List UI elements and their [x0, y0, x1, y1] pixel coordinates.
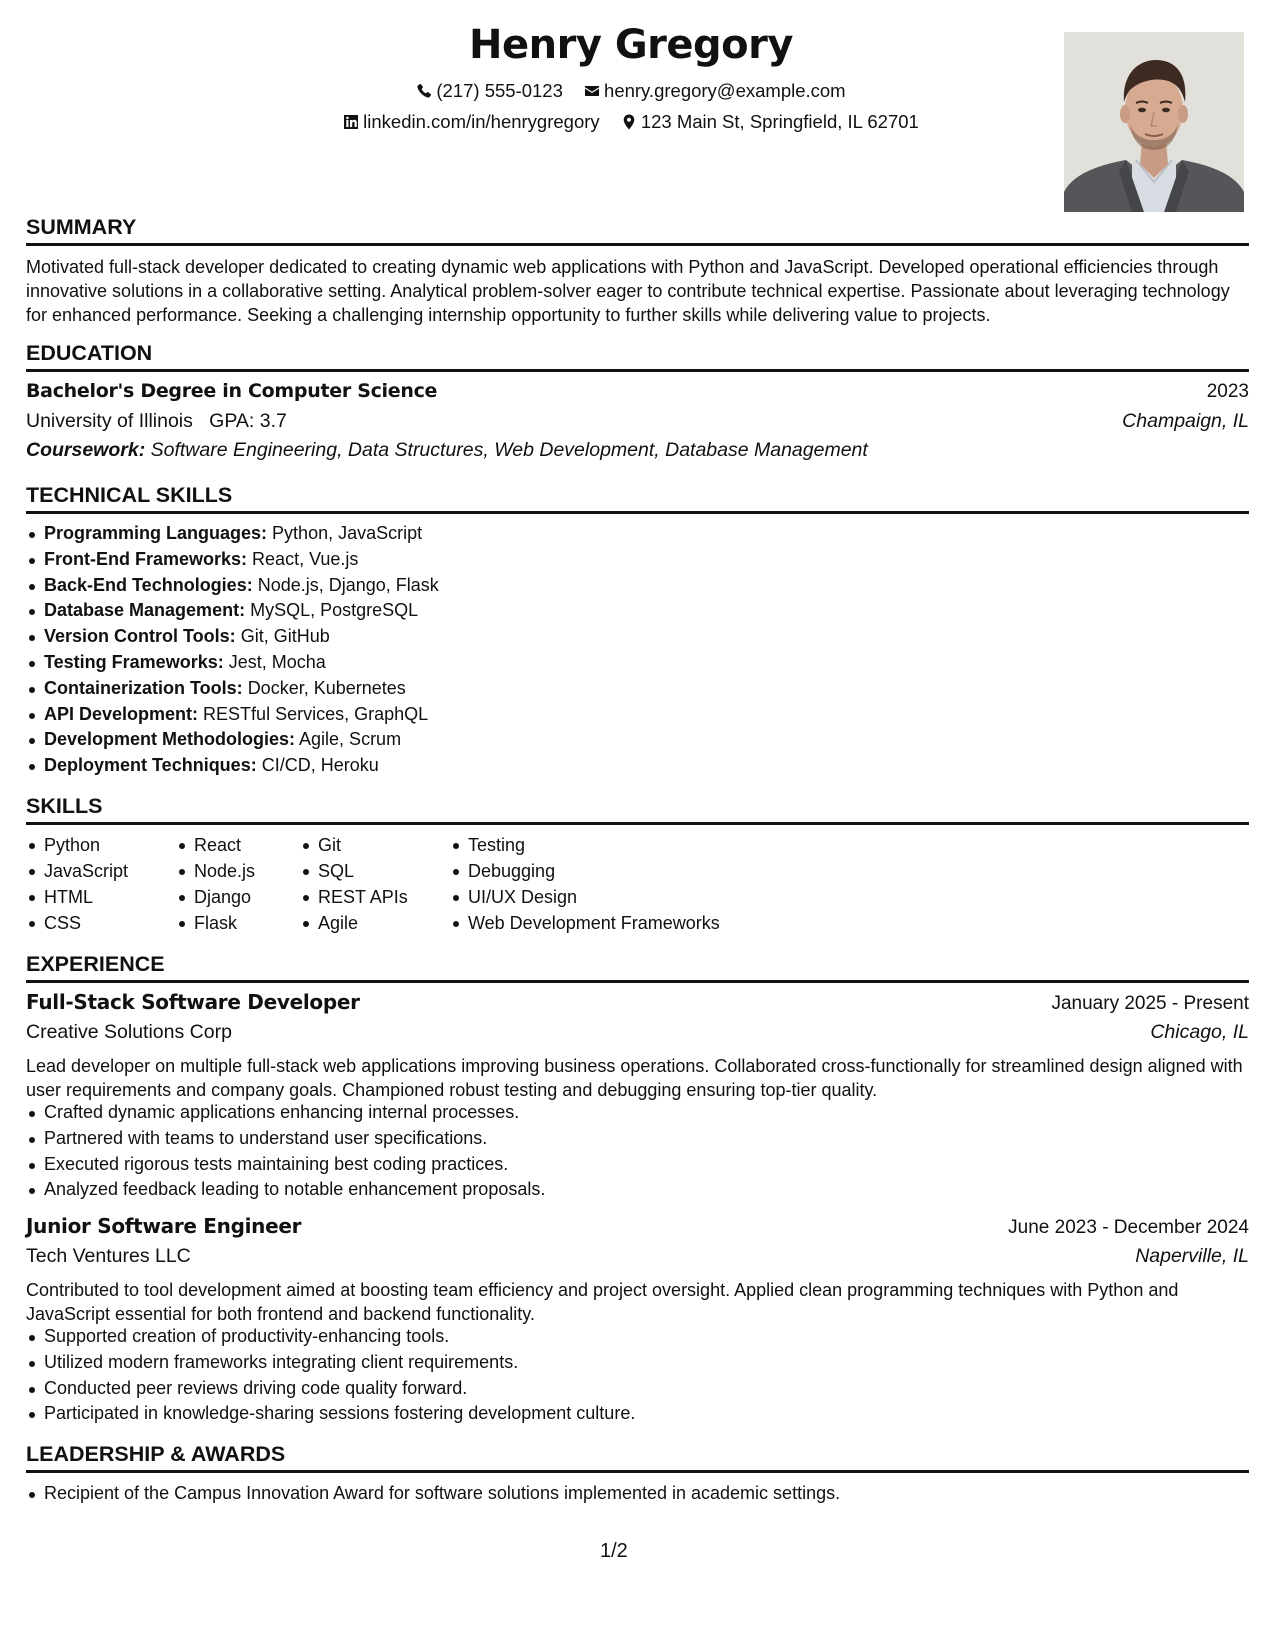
phone-icon [416, 83, 432, 99]
skill-item: Debugging [468, 858, 768, 884]
leadership-bullets [26, 1481, 840, 1507]
job-2-title: Junior Software Engineer [26, 1214, 302, 1238]
portrait-image [1064, 32, 1244, 212]
skills-column-4 [450, 832, 768, 936]
technical-skill-item [44, 573, 439, 599]
job-bullet-item: Participated in knowledge-sharing sessions fostering development culture. [44, 1401, 635, 1427]
school-name: University of Illinois [26, 410, 193, 432]
street-address: 123 Main St, Springfield, IL 62701 [640, 111, 919, 132]
skill-category-label: Programming Languages: [44, 523, 268, 543]
linkedin-icon [343, 114, 359, 130]
skill-item: Flask [194, 910, 300, 936]
skills-column-3 [300, 832, 450, 936]
skill-category-label: Testing Frameworks: [44, 651, 224, 672]
technical-skill-item [44, 676, 439, 702]
skill-category-values: Git, GitHub [240, 626, 330, 647]
skill-category-values: Jest, Mocha [228, 651, 326, 672]
contact-line-1 [26, 80, 1236, 102]
skill-item: Python [44, 832, 176, 858]
skill-category-label: Back-End Technologies: [44, 574, 253, 595]
job-bullet-item: Executed rigorous tests maintaining best coding practices. [44, 1152, 545, 1178]
skill-category-label: API Development: [44, 703, 199, 724]
skill-category-label: Deployment Techniques: [44, 755, 257, 776]
technical-skill-item [44, 727, 439, 753]
skill-item: CSS [44, 910, 176, 936]
linkedin-url: linkedin.com/in/henrygregory [363, 111, 600, 132]
coursework-line [26, 439, 868, 462]
skill-category-values: Node.js, Django, Flask [257, 574, 439, 595]
job-1-title-row [26, 990, 1249, 1015]
skill-item: Django [194, 884, 300, 910]
skill-category-label: Version Control Tools: [44, 626, 236, 647]
summary-text: Motivated full-stack developer dedicated to creating dynamic web applications with Python and JavaScript. Developed operational efficiencies through innovative solutions in a collaborative setting. Analytical problem-solver eager to contribute technical expertise. Passionate about leveraging technology for enhanced performance. Seeking a challenging internship opportunity to further skills while delivering value to projects. [26, 257, 1230, 325]
job-bullet-item: Crafted dynamic applications enhancing internal processes. [44, 1100, 545, 1126]
summary-heading: SUMMARY [26, 214, 1249, 246]
education-heading: EDUCATION [26, 340, 1249, 372]
job-bullet-item: Analyzed feedback leading to notable enhancement proposals. [44, 1177, 545, 1203]
graduation-year: 2023 [1206, 381, 1249, 402]
candidate-name: Henry Gregory [469, 22, 793, 68]
job-1-location: Chicago, IL [1150, 1021, 1249, 1043]
address-contact [621, 111, 919, 133]
technical-skills-heading: TECHNICAL SKILLS [26, 482, 1249, 514]
technical-skill-item [44, 521, 439, 547]
skill-category-values: RESTful Services, GraphQL [203, 703, 429, 724]
job-2-dates: June 2023 - December 2024 [1008, 1217, 1249, 1238]
job-2-bullets [26, 1324, 635, 1427]
profile-photo [1064, 32, 1244, 212]
skill-category-label: Development Methodologies: [44, 729, 296, 750]
gpa: GPA: 3.7 [209, 410, 287, 432]
skill-category-values: Python, JavaScript [272, 523, 423, 543]
technical-skill-item [44, 598, 439, 624]
coursework-label: Coursework: [26, 439, 146, 461]
job-2-title-row [26, 1214, 1249, 1239]
skill-category-values: CI/CD, Heroku [261, 755, 379, 776]
technical-skill-item [44, 650, 439, 676]
linkedin-contact[interactable] [343, 111, 600, 133]
skill-item: Node.js [194, 858, 300, 884]
experience-heading: EXPERIENCE [26, 951, 1249, 983]
email-address: henry.gregory@example.com [604, 80, 846, 101]
skill-category-values: MySQL, PostgreSQL [250, 600, 419, 621]
page-number: 1/2 [600, 1540, 628, 1562]
job-1-company-row [26, 1021, 1249, 1044]
leadership-heading: LEADERSHIP & AWARDS [26, 1441, 1249, 1473]
job-bullet-item: Utilized modern frameworks integrating client requirements. [44, 1350, 635, 1376]
skill-category-values: React, Vue.js [252, 548, 359, 569]
job-2-company-row [26, 1245, 1249, 1268]
skill-item: SQL [318, 858, 450, 884]
degree-name: Bachelor's Degree in Computer Science [26, 380, 438, 402]
skills-column-2 [176, 832, 300, 936]
technical-skills-list [26, 521, 439, 779]
job-2-company: Tech Ventures LLC [26, 1245, 191, 1267]
skill-item: Agile [318, 910, 450, 936]
job-2-location: Naperville, IL [1135, 1245, 1249, 1267]
skill-category-label: Containerization Tools: [44, 677, 243, 698]
email-contact[interactable] [584, 80, 846, 102]
coursework-list: Software Engineering, Data Structures, Web Development, Database Management [150, 439, 868, 461]
skill-item: Git [318, 832, 450, 858]
job-1-dates: January 2025 - Present [1051, 993, 1249, 1014]
skill-item: Testing [468, 832, 768, 858]
skill-item: UI/UX Design [468, 884, 768, 910]
envelope-icon [584, 83, 600, 99]
job-bullet-item: Partnered with teams to understand user specifications. [44, 1126, 545, 1152]
phone-contact [416, 80, 563, 102]
technical-skill-item [44, 547, 439, 573]
job-1-title: Full-Stack Software Developer [26, 990, 360, 1014]
technical-skill-item [44, 753, 439, 779]
skill-item: Web Development Frameworks [468, 910, 768, 936]
skills-column-1 [26, 832, 176, 936]
skills-columns [26, 832, 768, 936]
award-item: Recipient of the Campus Innovation Award for software solutions implemented in academic settings. [44, 1481, 840, 1507]
skill-item: HTML [44, 884, 176, 910]
education-school-row [26, 410, 1249, 433]
education-degree-row [26, 380, 1249, 403]
technical-skill-item [44, 702, 439, 728]
skill-item: React [194, 832, 300, 858]
job-1-company: Creative Solutions Corp [26, 1021, 232, 1043]
skill-item: REST APIs [318, 884, 450, 910]
job-bullet-item: Supported creation of productivity-enhancing tools. [44, 1324, 635, 1350]
skill-category-label: Front-End Frameworks: [44, 548, 248, 569]
technical-skill-item [44, 624, 439, 650]
phone-number: (217) 555-0123 [436, 80, 563, 101]
job-2-summary: Contributed to tool development aimed at boosting team efficiency and project oversight. Applied clean programming techniques with Python and JavaScript essential for both frontend and backend functionality. [26, 1280, 1179, 1324]
school-and-gpa [26, 410, 287, 433]
skill-item: JavaScript [44, 858, 176, 884]
contact-line-2 [26, 111, 1236, 133]
resume-page [26, 0, 1249, 1650]
job-1-summary: Lead developer on multiple full-stack web applications improving business operations. Collaborated cross-functionally for streamlined design aligned with user requirements and company goals. Championed robust testing and debugging ensuring top-tier quality. [26, 1056, 1243, 1100]
school-location: Champaign, IL [1122, 410, 1249, 432]
skill-category-label: Database Management: [44, 600, 246, 621]
skills-heading: SKILLS [26, 793, 1249, 825]
job-1-bullets [26, 1100, 545, 1203]
skill-category-values: Agile, Scrum [299, 729, 402, 750]
skill-category-values: Docker, Kubernetes [247, 677, 406, 698]
job-bullet-item: Conducted peer reviews driving code quality forward. [44, 1376, 635, 1402]
map-pin-icon [621, 114, 637, 130]
